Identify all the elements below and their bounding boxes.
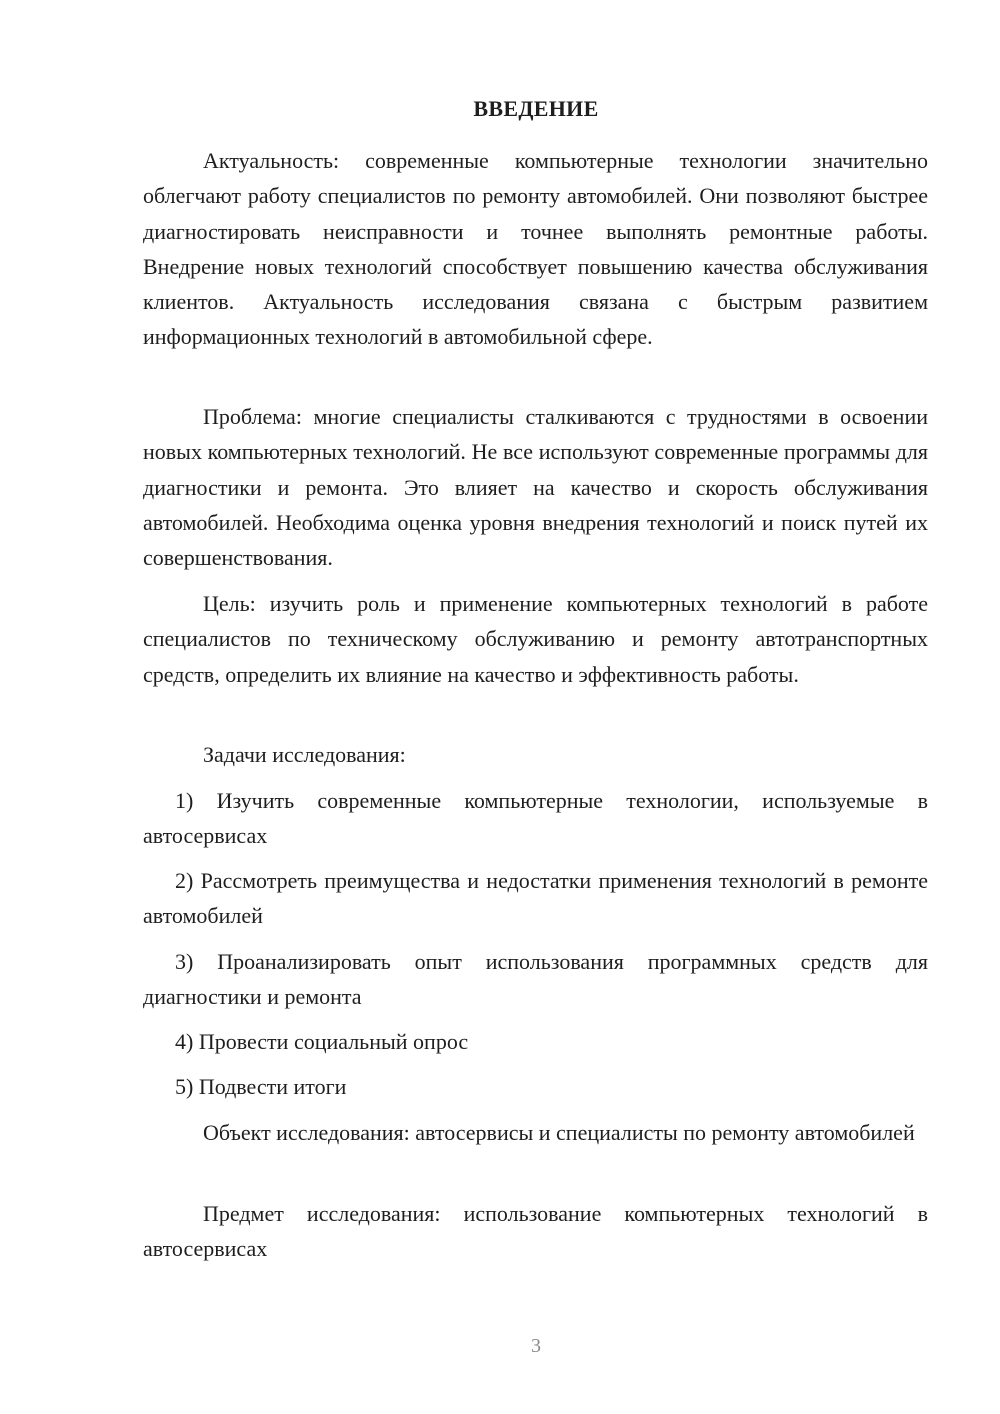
paragraph-goal: Цель: изучить роль и применение компьютерных технологий в работе специалистов по техническому обслуживанию и ремонту автотранспортных средств, определить их влияние на качество и эффективность работы. bbox=[143, 591, 928, 687]
task-item-5: 5) Подвести итоги bbox=[175, 1074, 347, 1099]
task-item-2: 2) Рассмотреть преимущества и недостатки применения технологий в ремонте автомобилей bbox=[143, 868, 928, 929]
paragraph-relevance: Актуальность: современные компьютерные технологии значительно облегчают работу специалистов по ремонту автомобилей. Они позволяют быстрее диагностировать неисправности и точнее выполнять ремонтные работы. Внедрение новых технологий способствует повышению качества обслуживания клиентов. Актуальность исследования связана с быстрым развитием информационных технологий в автомобильной сфере. bbox=[143, 148, 928, 350]
page-number: 3 bbox=[531, 1335, 541, 1357]
paragraph-subject: Предмет исследования: использование компьютерных технологий в автосервисах bbox=[143, 1201, 928, 1262]
task-item-3: 3) Проанализировать опыт использования программных средств для диагностики и ремонта bbox=[143, 949, 928, 1010]
page-title: ВВЕДЕНИЕ bbox=[473, 96, 599, 121]
tasks-heading: Задачи исследования: bbox=[203, 742, 406, 767]
paragraph-problem: Проблема: многие специалисты сталкиваются с трудностями в освоении новых компьютерных технологий. Не все используют современные программы для диагностики и ремонта. Это влияет на качество и скорость обслуживания автомобилей. Необходима оценка уровня внедрения технологий и поиск путей их совершенствования. bbox=[143, 404, 928, 571]
paragraph-object: Объект исследования: автосервисы и специалисты по ремонту автомобилей bbox=[203, 1120, 915, 1145]
task-item-1: 1) Изучить современные компьютерные технологии, используемые в автосервисах bbox=[143, 788, 928, 849]
task-item-4: 4) Провести социальный опрос bbox=[175, 1029, 469, 1054]
